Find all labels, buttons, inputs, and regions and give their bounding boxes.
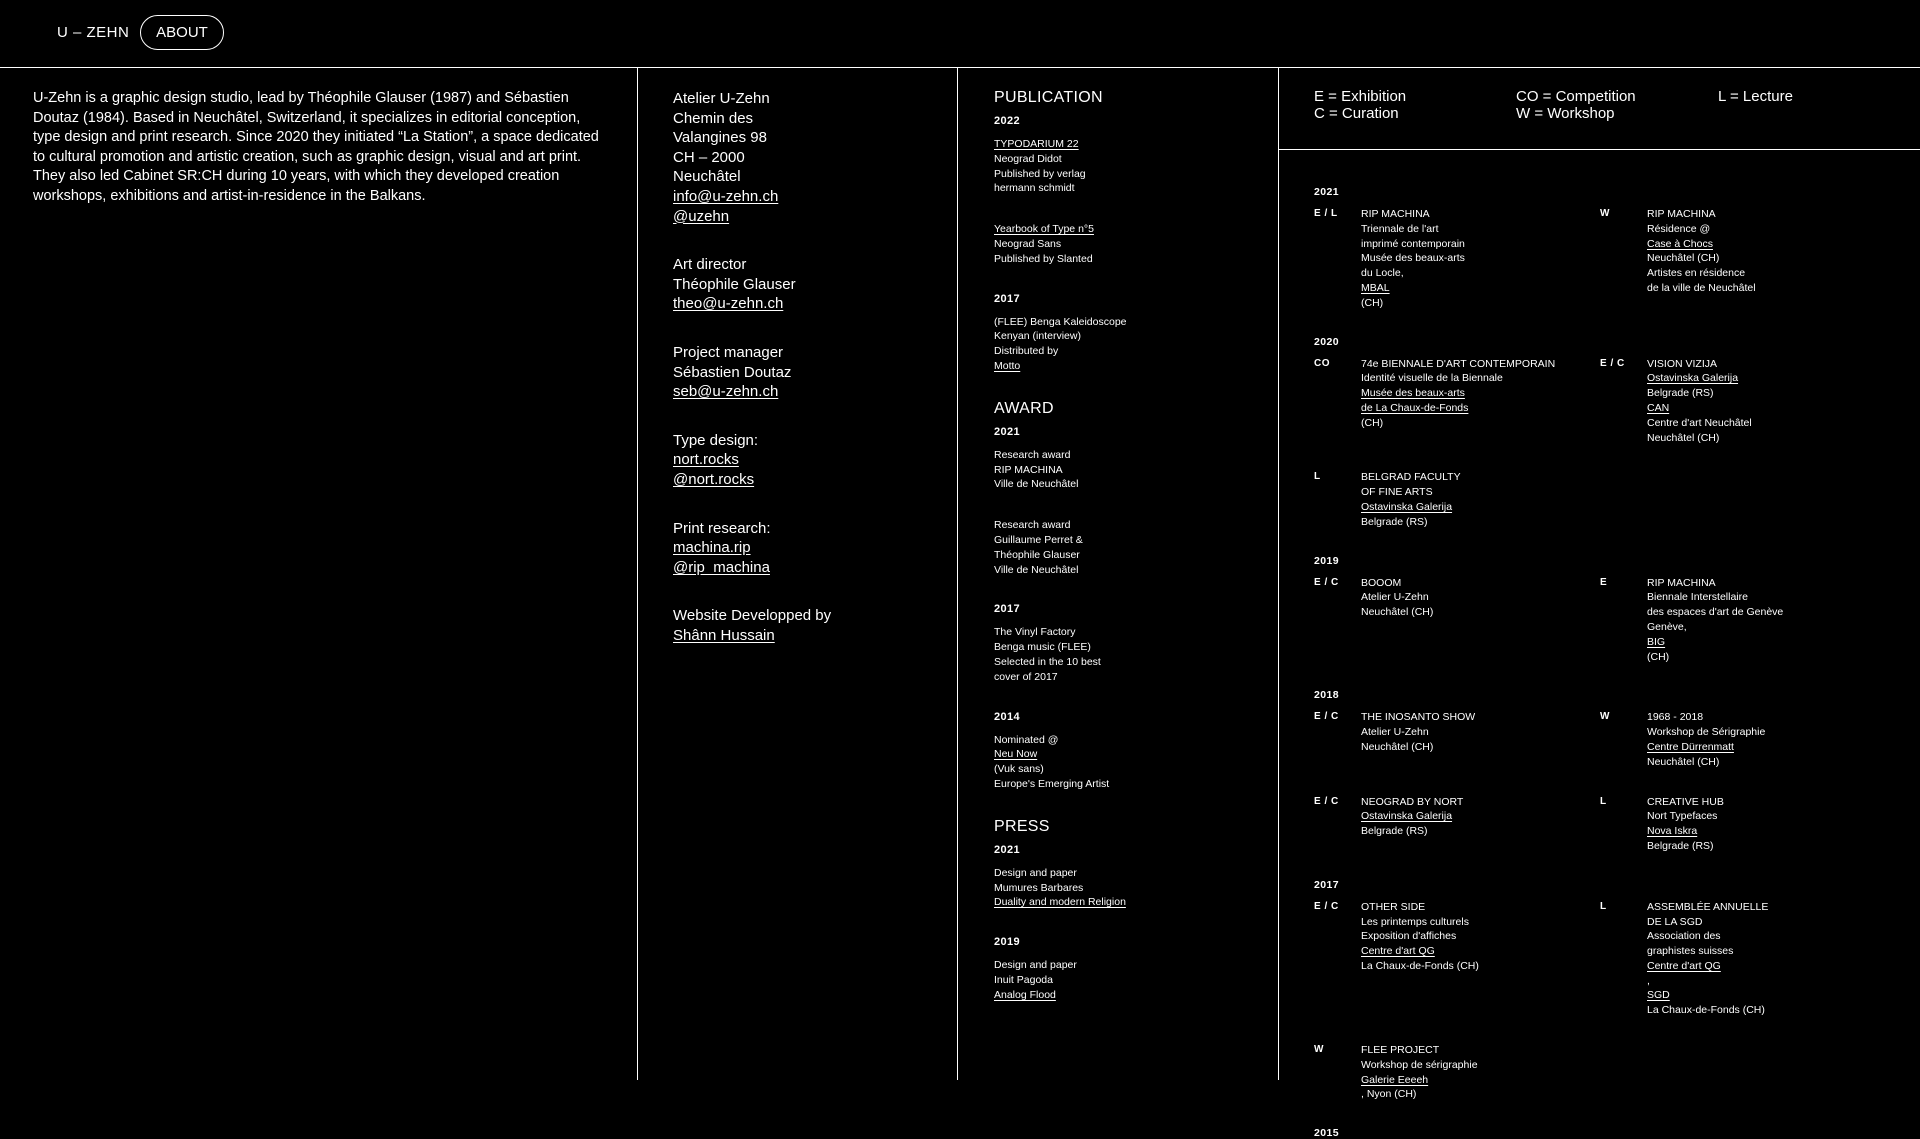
event-line: 74e BIENNALE D'ART CONTEMPORAIN <box>1361 357 1556 370</box>
event-text: du Locle, <box>1361 267 1404 280</box>
event-row <box>1314 207 1920 311</box>
event-year: 2021 <box>1314 186 1339 198</box>
entry-line: hermann schmidt <box>994 182 1075 195</box>
entry-line: Kenyan (interview) <box>994 330 1081 343</box>
event-type: W <box>1600 711 1610 723</box>
entry-line: Neograd Sans <box>994 237 1062 250</box>
event-details <box>1647 207 1886 311</box>
event-line <box>1361 401 1600 431</box>
event-link[interactable]: Ostavinska Galerija <box>1361 500 1453 513</box>
event-text: (CH) <box>1361 296 1384 309</box>
contact-link[interactable]: @uzehn <box>673 207 730 225</box>
event-item <box>1600 207 1886 311</box>
event-line: RIP MACHINA <box>1647 576 1716 589</box>
event-text: Genève, <box>1647 620 1687 633</box>
entry-line <box>994 222 1278 237</box>
contact-column <box>638 68 958 1080</box>
section-year: 2021 <box>994 425 1021 438</box>
event-line <box>1361 500 1600 515</box>
event-link[interactable]: de La Chaux-de-Fonds <box>1361 401 1469 414</box>
event-text: , Nyon (CH) <box>1361 1088 1417 1101</box>
event-line: BOOOM <box>1361 576 1402 589</box>
event-details <box>1647 710 1886 769</box>
event-line: Les printemps culturels <box>1361 915 1469 928</box>
contact-line: Chemin des <box>673 109 754 127</box>
event-details <box>1361 710 1600 769</box>
event-type: E <box>1600 576 1608 588</box>
event-details <box>1647 795 1886 854</box>
entry-line: Théophile Glauser <box>994 548 1080 561</box>
event-line: NEOGRAD BY NORT <box>1361 795 1464 808</box>
legend-item: W = Workshop <box>1516 105 1615 122</box>
section-year: 2014 <box>994 710 1021 723</box>
event-link[interactable]: Galerie Eeeeh <box>1361 1073 1429 1086</box>
event-text: Centre d'art Neuchâtel <box>1647 416 1752 429</box>
event-details <box>1647 576 1886 665</box>
entry-line <box>994 747 1278 777</box>
event-line <box>1361 1073 1600 1103</box>
entry-link[interactable]: Neu Now <box>994 748 1038 761</box>
event-text: Résidence @ <box>1647 222 1711 235</box>
section-year: 2022 <box>994 115 1021 127</box>
event-line: Triennale de l'art <box>1361 222 1439 235</box>
entry-line: Ville de Neuchâtel <box>994 563 1079 576</box>
event-details <box>1647 357 1886 446</box>
event-line: Artistes en résidence <box>1647 267 1746 280</box>
event-text: , <box>1647 974 1650 987</box>
event-row <box>1314 470 1920 529</box>
contact-block <box>673 89 957 226</box>
entry-line: The Vinyl Factory <box>994 626 1076 639</box>
events-list <box>1279 150 1920 1139</box>
entry-link[interactable]: Duality and modern Religion <box>994 896 1126 909</box>
contact-link[interactable]: theo@u-zehn.ch <box>673 295 784 313</box>
event-item <box>1600 795 1886 854</box>
event-line <box>1647 740 1886 755</box>
intro-column <box>0 68 638 1080</box>
events-column <box>1279 68 1920 1139</box>
event-details <box>1361 1043 1600 1102</box>
event-line: imprimé contemporain <box>1361 237 1465 250</box>
publications-column <box>958 68 1279 1080</box>
entry-line: Published by verlag <box>994 167 1086 180</box>
section-publication <box>994 89 1278 374</box>
event-line: CREATIVE HUB <box>1647 795 1724 808</box>
entry-line: (FLEE) Benga Kaleidoscope <box>994 315 1127 328</box>
event-item <box>1600 357 1886 446</box>
entry-line: Published by Slanted <box>994 252 1093 265</box>
contact-line: Atelier U-Zehn <box>673 90 770 107</box>
section-press <box>994 818 1278 1003</box>
event-type: E / C <box>1314 576 1339 588</box>
event-line: Belgrade (RS) <box>1361 515 1428 528</box>
contact-line: Valangines 98 <box>673 129 767 147</box>
event-line: VISION VIZIJA <box>1647 357 1718 370</box>
contact-link[interactable]: @rip_machina <box>673 558 770 576</box>
section-entry <box>994 866 1278 910</box>
contact-block <box>673 606 957 645</box>
contact-block <box>673 343 957 402</box>
section-year: 2017 <box>994 292 1021 305</box>
section-entry <box>994 222 1278 266</box>
event-year: 2015 <box>1314 1127 1339 1139</box>
contact-link[interactable]: seb@u-zehn.ch <box>673 383 779 401</box>
event-link[interactable]: SGD <box>1647 989 1670 1002</box>
event-text: (CH) <box>1361 416 1384 429</box>
event-line: Neuchâtel (CH) <box>1647 431 1720 444</box>
event-type: L <box>1314 471 1321 483</box>
contact-link[interactable]: machina.rip <box>673 539 751 557</box>
legend-item: C = Curation <box>1314 105 1399 122</box>
event-item <box>1314 900 1600 1018</box>
event-row <box>1314 1043 1920 1102</box>
event-link[interactable]: Musée des beaux-arts <box>1361 387 1465 400</box>
section-entry <box>994 518 1278 577</box>
entry-link[interactable]: Analog Flood <box>994 988 1056 1001</box>
event-details <box>1361 576 1600 665</box>
event-item <box>1314 207 1600 311</box>
contact-line: Théophile Glauser <box>673 275 796 293</box>
contact-line: Website Developped by <box>673 607 832 625</box>
entry-line <box>994 895 1278 910</box>
contact-line: Art director <box>673 256 747 274</box>
contact-line: CH – 2000 <box>673 148 745 166</box>
event-link[interactable]: BIG <box>1647 635 1666 648</box>
legend-item: L = Lecture <box>1718 88 1793 105</box>
event-item <box>1314 357 1600 446</box>
contact-line: Neuchâtel <box>673 168 741 186</box>
section-year: 2021 <box>994 843 1021 856</box>
event-line: BELGRAD FACULTY <box>1361 471 1461 484</box>
studio-intro: U-Zehn is a graphic design studio, lead by Théophile Glauser (1987) and Sébastien Doutaz (1984). Based in Neuchâtel, Switzerland, it specializes in editorial conception, type design and print research. Since 2020 they initiated “La Station”, a space dedicated to cultural promotion and artistic creation, such as graphic design, visual and art print. They also led Cabinet SR:CH during 10 years, with which they developed creation workshops, exhibitions and artist-in-residence in the Balkans. <box>33 90 599 204</box>
entry-line <box>994 988 1278 1003</box>
entry-line: Inuit Pagoda <box>994 973 1053 986</box>
entry-line <box>994 344 1278 374</box>
event-type: L <box>1600 795 1607 807</box>
event-link[interactable]: Centre d'art QG <box>1361 945 1435 958</box>
contact-line: Print research: <box>673 519 771 537</box>
site-logo[interactable]: U – ZEHN <box>57 24 130 41</box>
entry-line: Research award <box>994 448 1071 461</box>
entry-line: Europe's Emerging Artist <box>994 777 1110 790</box>
event-line: Neuchâtel (CH) <box>1361 740 1434 753</box>
event-line: 1968 - 2018 <box>1647 711 1704 724</box>
event-row <box>1314 576 1920 665</box>
event-legend <box>1279 68 1920 150</box>
event-type: E / C <box>1314 795 1339 807</box>
event-line: Belgrade (RS) <box>1361 825 1428 838</box>
event-line <box>1361 266 1600 310</box>
section-year: 2017 <box>994 603 1021 616</box>
event-type: E / C <box>1314 900 1339 912</box>
event-line <box>1361 386 1600 401</box>
event-line <box>1647 401 1886 431</box>
event-line: THE INOSANTO SHOW <box>1361 711 1476 724</box>
event-line: Association des <box>1647 930 1721 943</box>
section-entry <box>994 137 1278 196</box>
event-line: de la ville de Neuchâtel <box>1647 281 1756 294</box>
entry-line: Benga music (FLEE) <box>994 641 1091 654</box>
entry-line: Ville de Neuchâtel <box>994 478 1079 491</box>
event-details <box>1361 470 1600 529</box>
event-line <box>1647 824 1886 839</box>
contact-link[interactable]: Shânn Hussain <box>673 626 775 644</box>
event-line <box>1647 371 1886 386</box>
event-year: 2020 <box>1314 335 1339 348</box>
event-line <box>1647 959 1886 1003</box>
event-item <box>1314 1043 1600 1102</box>
event-type: E / C <box>1314 711 1339 723</box>
entry-line: RIP MACHINA <box>994 463 1063 476</box>
contact-link[interactable]: info@u-zehn.ch <box>673 187 779 205</box>
contact-link[interactable]: @nort.rocks <box>673 470 755 488</box>
event-type: E / L <box>1314 208 1338 219</box>
entry-text: (Vuk sans) <box>994 763 1044 776</box>
event-item <box>1600 900 1886 1018</box>
event-type: E / C <box>1600 357 1625 369</box>
event-row <box>1314 710 1920 769</box>
event-link[interactable]: Centre d'art QG <box>1647 959 1721 972</box>
event-line: FLEE PROJECT <box>1361 1044 1440 1057</box>
section-entry <box>994 958 1278 1002</box>
event-details <box>1361 795 1600 854</box>
event-line: Atelier U-Zehn <box>1361 726 1429 739</box>
contact-block <box>673 255 957 314</box>
event-line: Biennale Interstellaire <box>1647 591 1748 604</box>
contact-block <box>673 519 957 578</box>
event-link[interactable]: Nova Iskra <box>1647 825 1698 838</box>
event-line: OTHER SIDE <box>1361 900 1426 913</box>
event-link[interactable]: Ostavinska Galerija <box>1647 372 1739 385</box>
event-type: W <box>1600 208 1610 219</box>
event-item <box>1314 470 1600 529</box>
event-line: Musée des beaux-arts <box>1361 252 1465 265</box>
entry-line: Design and paper <box>994 959 1077 972</box>
event-line: Nort Typefaces <box>1647 810 1718 823</box>
site-header <box>0 0 1920 68</box>
contact-block <box>673 431 957 490</box>
event-year: 2019 <box>1314 554 1339 567</box>
event-item <box>1314 795 1600 854</box>
event-line <box>1361 944 1600 959</box>
entry-line <box>994 137 1278 152</box>
event-line: Atelier U-Zehn <box>1361 591 1429 604</box>
entry-text: Distributed by <box>994 345 1059 358</box>
section-year: 2019 <box>994 936 1021 949</box>
event-link[interactable]: Ostavinska Galerija <box>1361 810 1453 823</box>
section-award <box>994 400 1278 792</box>
event-line: RIP MACHINA <box>1361 208 1430 220</box>
section-entry <box>994 625 1278 684</box>
event-details <box>1361 207 1600 311</box>
section-title: AWARD <box>994 399 1054 417</box>
entry-link[interactable]: TYPODARIUM 22 <box>994 138 1079 150</box>
event-line: OF FINE ARTS <box>1361 486 1433 499</box>
event-line: Neuchâtel (CH) <box>1647 252 1720 265</box>
event-line: Neuchâtel (CH) <box>1361 606 1434 619</box>
section-title: PRESS <box>994 817 1050 835</box>
event-line: ASSEMBLÉE ANNUELLE <box>1647 900 1769 913</box>
event-year: 2017 <box>1314 878 1339 891</box>
event-line: Neuchâtel (CH) <box>1647 755 1720 768</box>
event-line: RIP MACHINA <box>1647 208 1716 220</box>
section-entry <box>994 448 1278 492</box>
event-line: Belgrade (RS) <box>1647 387 1714 400</box>
contact-line: Type design: <box>673 431 759 449</box>
event-type: CO <box>1314 357 1330 369</box>
entry-link[interactable]: Yearbook of Type n°5 <box>994 223 1094 236</box>
event-link[interactable]: CAN <box>1647 401 1670 414</box>
event-line: Workshop de Sérigraphie <box>1647 726 1766 739</box>
event-line <box>1647 222 1886 252</box>
entry-line: Research award <box>994 519 1071 532</box>
event-item <box>1600 576 1886 665</box>
event-type: W <box>1314 1044 1324 1056</box>
legend-item: CO = Competition <box>1516 88 1636 105</box>
about-button[interactable]: ABOUT <box>140 15 224 50</box>
event-link[interactable]: Centre Dürrenmatt <box>1647 740 1734 753</box>
event-item <box>1314 576 1600 665</box>
section-entry <box>994 733 1278 792</box>
event-line: des espaces d'art de Genève <box>1647 606 1784 619</box>
entry-line: Mumures Barbares <box>994 881 1084 894</box>
event-line: Belgrade (RS) <box>1647 839 1714 852</box>
event-year: 2018 <box>1314 689 1339 702</box>
contact-link[interactable]: nort.rocks <box>673 451 739 469</box>
entry-line: Selected in the 10 best <box>994 655 1101 668</box>
contact-line: Sébastien Doutaz <box>673 363 792 381</box>
event-line: Exposition d'affiches <box>1361 930 1457 943</box>
event-line: graphistes suisses <box>1647 945 1734 958</box>
event-row <box>1314 795 1920 854</box>
event-line <box>1361 809 1600 824</box>
event-link[interactable]: MBAL <box>1361 281 1390 294</box>
legend-item: E = Exhibition <box>1314 88 1407 105</box>
event-details <box>1361 357 1600 446</box>
event-item <box>1600 710 1886 769</box>
event-line: La Chaux-de-Fonds (CH) <box>1361 959 1479 972</box>
section-title: PUBLICATION <box>994 89 1103 106</box>
event-line <box>1647 620 1886 664</box>
event-row <box>1314 900 1920 1018</box>
entry-line: cover of 2017 <box>994 670 1058 683</box>
event-details <box>1361 900 1600 1018</box>
event-line: DE LA SGD <box>1647 915 1703 928</box>
event-type: L <box>1600 900 1607 912</box>
event-item <box>1314 710 1600 769</box>
entry-line: Design and paper <box>994 866 1077 879</box>
event-row <box>1314 357 1920 446</box>
event-text: (CH) <box>1647 650 1670 663</box>
entry-line: Nominated @ <box>994 733 1059 746</box>
event-details <box>1647 900 1886 1018</box>
contact-line: Project manager <box>673 343 784 361</box>
entry-line: Guillaume Perret & <box>994 533 1083 546</box>
entry-link[interactable]: Motto <box>994 359 1021 372</box>
entry-line: Neograd Didot <box>994 152 1062 165</box>
event-line: La Chaux-de-Fonds (CH) <box>1647 1004 1765 1017</box>
event-line: Identité visuelle de la Biennale <box>1361 372 1503 385</box>
event-line: Workshop de sérigraphie <box>1361 1058 1478 1071</box>
event-link[interactable]: Case à Chocs <box>1647 237 1713 250</box>
section-entry <box>994 315 1278 374</box>
